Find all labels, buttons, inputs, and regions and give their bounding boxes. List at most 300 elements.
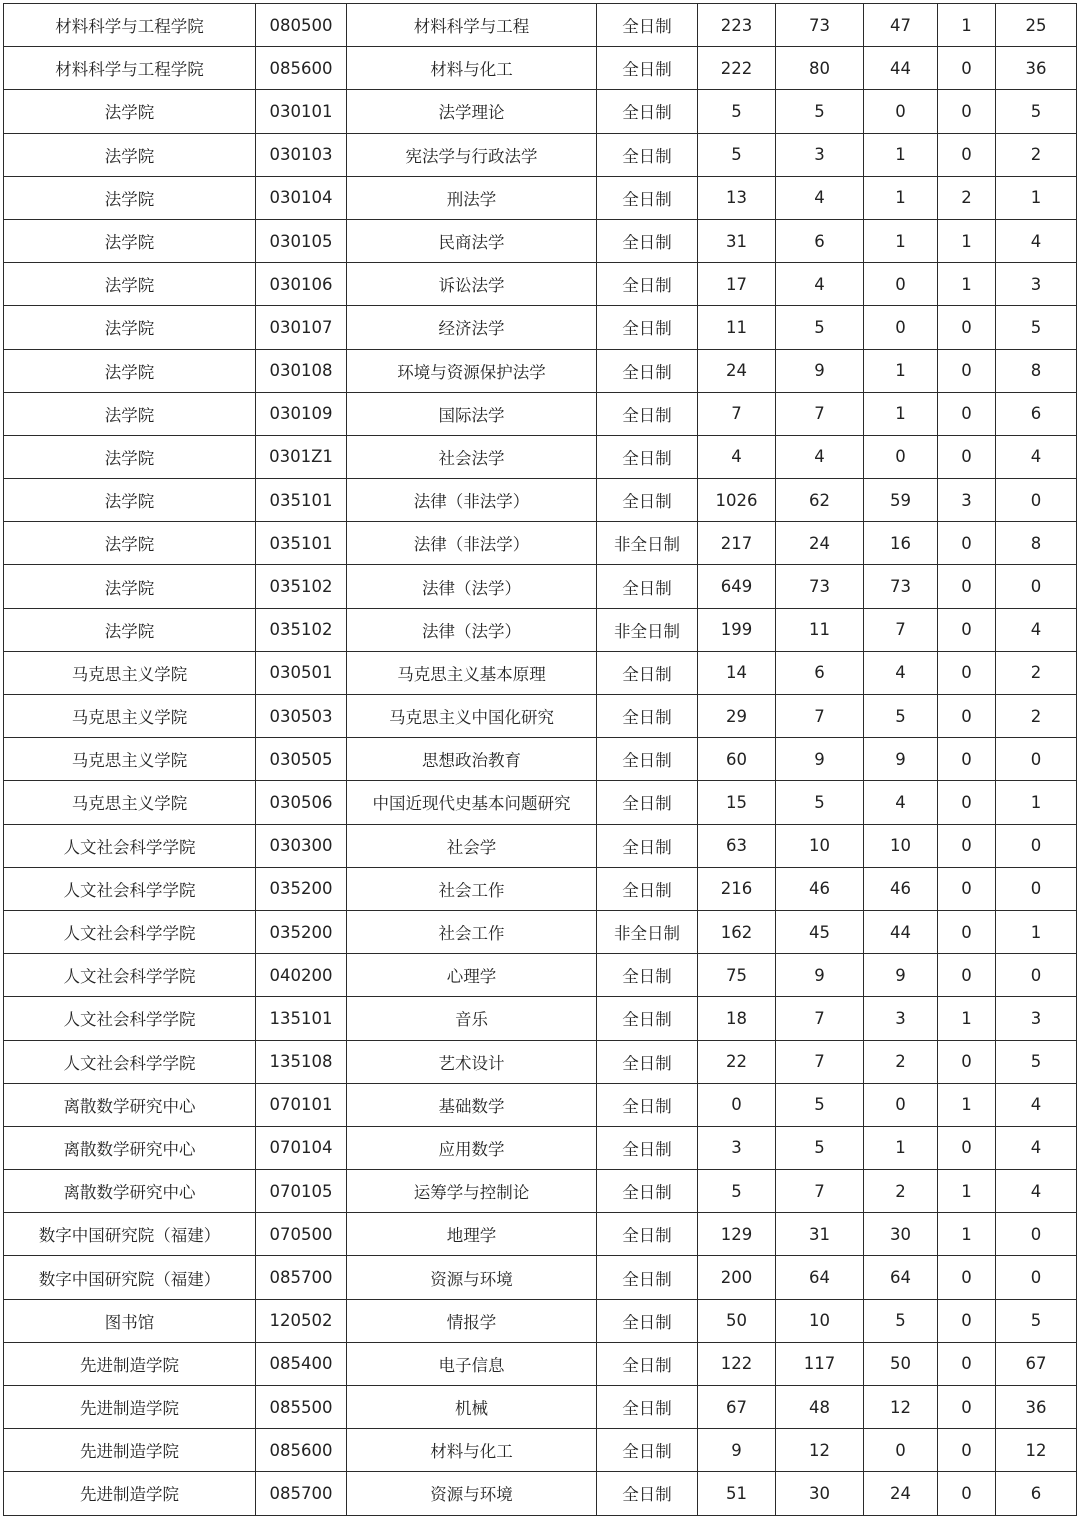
cell-remaining: 2 xyxy=(996,695,1077,738)
cell-applicants: 51 xyxy=(698,1472,776,1515)
cell-college: 数字中国研究院（福建） xyxy=(4,1213,256,1256)
cell-admitted-extra: 0 xyxy=(938,738,996,781)
cell-major-name: 材料与化工 xyxy=(347,47,597,90)
cell-remaining: 3 xyxy=(996,263,1077,306)
cell-major-name: 民商法学 xyxy=(347,219,597,262)
cell-college: 法学院 xyxy=(4,608,256,651)
cell-applicants: 122 xyxy=(698,1342,776,1385)
cell-major-code: 030501 xyxy=(256,651,347,694)
cell-admitted-extra: 0 xyxy=(938,1040,996,1083)
table-row xyxy=(4,306,1077,349)
cell-remaining: 8 xyxy=(996,349,1077,392)
cell-quota: 6 xyxy=(776,651,864,694)
cell-admitted-extra: 1 xyxy=(938,1083,996,1126)
cell-applicants: 162 xyxy=(698,910,776,953)
cell-remaining: 25 xyxy=(996,4,1077,47)
table-row xyxy=(4,910,1077,953)
cell-admitted-extra: 0 xyxy=(938,781,996,824)
cell-remaining: 5 xyxy=(996,306,1077,349)
cell-admitted-extra: 0 xyxy=(938,349,996,392)
cell-major-name: 法律（法学） xyxy=(347,565,597,608)
cell-major-name: 法律（非法学） xyxy=(347,522,597,565)
cell-remaining: 4 xyxy=(996,1170,1077,1213)
cell-major-name: 诉讼法学 xyxy=(347,263,597,306)
cell-admitted-first: 1 xyxy=(864,219,938,262)
cell-college: 法学院 xyxy=(4,349,256,392)
cell-college: 离散数学研究中心 xyxy=(4,1126,256,1169)
cell-college: 人文社会科学学院 xyxy=(4,867,256,910)
cell-major-name: 中国近现代史基本问题研究 xyxy=(347,781,597,824)
table-row xyxy=(4,1040,1077,1083)
cell-college: 马克思主义学院 xyxy=(4,738,256,781)
table-row xyxy=(4,1342,1077,1385)
cell-applicants: 200 xyxy=(698,1256,776,1299)
cell-admitted-extra: 0 xyxy=(938,565,996,608)
table-row xyxy=(4,608,1077,651)
cell-study-mode: 全日制 xyxy=(597,47,698,90)
cell-major-code: 030506 xyxy=(256,781,347,824)
cell-major-code: 070500 xyxy=(256,1213,347,1256)
cell-major-code: 030104 xyxy=(256,176,347,219)
cell-applicants: 50 xyxy=(698,1299,776,1342)
cell-admitted-first: 10 xyxy=(864,824,938,867)
cell-remaining: 6 xyxy=(996,392,1077,435)
cell-remaining: 6 xyxy=(996,1472,1077,1515)
cell-admitted-first: 4 xyxy=(864,651,938,694)
cell-quota: 9 xyxy=(776,954,864,997)
cell-major-code: 040200 xyxy=(256,954,347,997)
cell-admitted-extra: 0 xyxy=(938,1429,996,1472)
cell-college: 马克思主义学院 xyxy=(4,695,256,738)
cell-college: 人文社会科学学院 xyxy=(4,954,256,997)
cell-applicants: 223 xyxy=(698,4,776,47)
cell-admitted-first: 30 xyxy=(864,1213,938,1256)
cell-applicants: 60 xyxy=(698,738,776,781)
cell-major-name: 宪法学与行政法学 xyxy=(347,133,597,176)
cell-admitted-first: 59 xyxy=(864,479,938,522)
table-row xyxy=(4,522,1077,565)
cell-applicants: 22 xyxy=(698,1040,776,1083)
table-row xyxy=(4,738,1077,781)
cell-admitted-extra: 0 xyxy=(938,608,996,651)
cell-admitted-first: 0 xyxy=(864,435,938,478)
cell-remaining: 36 xyxy=(996,47,1077,90)
table-row xyxy=(4,133,1077,176)
cell-major-name: 社会法学 xyxy=(347,435,597,478)
cell-applicants: 5 xyxy=(698,133,776,176)
cell-applicants: 3 xyxy=(698,1126,776,1169)
cell-quota: 46 xyxy=(776,867,864,910)
cell-study-mode: 全日制 xyxy=(597,1256,698,1299)
cell-study-mode: 全日制 xyxy=(597,1299,698,1342)
cell-applicants: 67 xyxy=(698,1386,776,1429)
cell-admitted-first: 2 xyxy=(864,1170,938,1213)
table-row xyxy=(4,781,1077,824)
cell-admitted-first: 1 xyxy=(864,133,938,176)
cell-major-code: 035200 xyxy=(256,867,347,910)
cell-admitted-first: 44 xyxy=(864,910,938,953)
cell-major-code: 035102 xyxy=(256,565,347,608)
cell-study-mode: 非全日制 xyxy=(597,608,698,651)
cell-quota: 5 xyxy=(776,90,864,133)
table-row xyxy=(4,824,1077,867)
cell-major-name: 法律（非法学） xyxy=(347,479,597,522)
cell-college: 法学院 xyxy=(4,479,256,522)
cell-applicants: 24 xyxy=(698,349,776,392)
cell-study-mode: 非全日制 xyxy=(597,522,698,565)
cell-major-code: 070104 xyxy=(256,1126,347,1169)
table-row xyxy=(4,867,1077,910)
table-row xyxy=(4,651,1077,694)
cell-college: 人文社会科学学院 xyxy=(4,997,256,1040)
cell-major-name: 运筹学与控制论 xyxy=(347,1170,597,1213)
table-row xyxy=(4,1299,1077,1342)
cell-remaining: 0 xyxy=(996,1256,1077,1299)
cell-quota: 7 xyxy=(776,997,864,1040)
cell-major-name: 材料与化工 xyxy=(347,1429,597,1472)
cell-college: 法学院 xyxy=(4,306,256,349)
cell-study-mode: 全日制 xyxy=(597,1342,698,1385)
cell-study-mode: 全日制 xyxy=(597,1213,698,1256)
cell-study-mode: 全日制 xyxy=(597,1170,698,1213)
cell-remaining: 5 xyxy=(996,90,1077,133)
cell-quota: 45 xyxy=(776,910,864,953)
cell-applicants: 18 xyxy=(698,997,776,1040)
cell-admitted-first: 50 xyxy=(864,1342,938,1385)
cell-major-name: 马克思主义中国化研究 xyxy=(347,695,597,738)
cell-applicants: 0 xyxy=(698,1083,776,1126)
cell-study-mode: 全日制 xyxy=(597,1040,698,1083)
cell-study-mode: 全日制 xyxy=(597,781,698,824)
table-row xyxy=(4,392,1077,435)
cell-applicants: 9 xyxy=(698,1429,776,1472)
cell-admitted-first: 0 xyxy=(864,1429,938,1472)
cell-quota: 5 xyxy=(776,781,864,824)
cell-study-mode: 全日制 xyxy=(597,90,698,133)
cell-college: 人文社会科学学院 xyxy=(4,1040,256,1083)
cell-college: 人文社会科学学院 xyxy=(4,824,256,867)
cell-admitted-extra: 0 xyxy=(938,1472,996,1515)
cell-major-name: 法学理论 xyxy=(347,90,597,133)
cell-remaining: 0 xyxy=(996,867,1077,910)
cell-applicants: 11 xyxy=(698,306,776,349)
cell-college: 法学院 xyxy=(4,435,256,478)
cell-major-code: 035200 xyxy=(256,910,347,953)
cell-quota: 24 xyxy=(776,522,864,565)
cell-quota: 30 xyxy=(776,1472,864,1515)
cell-college: 法学院 xyxy=(4,565,256,608)
cell-admitted-extra: 0 xyxy=(938,954,996,997)
cell-quota: 31 xyxy=(776,1213,864,1256)
cell-applicants: 5 xyxy=(698,1170,776,1213)
cell-major-name: 应用数学 xyxy=(347,1126,597,1169)
cell-major-code: 030106 xyxy=(256,263,347,306)
cell-study-mode: 全日制 xyxy=(597,954,698,997)
cell-admitted-extra: 0 xyxy=(938,1386,996,1429)
cell-college: 法学院 xyxy=(4,90,256,133)
cell-quota: 7 xyxy=(776,695,864,738)
cell-applicants: 216 xyxy=(698,867,776,910)
cell-major-code: 030503 xyxy=(256,695,347,738)
cell-admitted-extra: 0 xyxy=(938,306,996,349)
table-row xyxy=(4,176,1077,219)
cell-admitted-extra: 0 xyxy=(938,1256,996,1299)
cell-applicants: 29 xyxy=(698,695,776,738)
cell-major-code: 135101 xyxy=(256,997,347,1040)
table-row xyxy=(4,954,1077,997)
cell-college: 材料科学与工程学院 xyxy=(4,4,256,47)
table-body xyxy=(4,4,1077,1516)
cell-major-code: 030300 xyxy=(256,824,347,867)
table-row xyxy=(4,219,1077,262)
cell-major-code: 030105 xyxy=(256,219,347,262)
cell-study-mode: 全日制 xyxy=(597,1429,698,1472)
cell-admitted-first: 0 xyxy=(864,306,938,349)
cell-major-name: 机械 xyxy=(347,1386,597,1429)
cell-remaining: 1 xyxy=(996,781,1077,824)
table-row xyxy=(4,90,1077,133)
cell-admitted-first: 9 xyxy=(864,954,938,997)
cell-study-mode: 全日制 xyxy=(597,1083,698,1126)
cell-admitted-first: 1 xyxy=(864,349,938,392)
table-row xyxy=(4,1386,1077,1429)
cell-quota: 117 xyxy=(776,1342,864,1385)
cell-admitted-extra: 1 xyxy=(938,1170,996,1213)
cell-remaining: 0 xyxy=(996,565,1077,608)
cell-quota: 80 xyxy=(776,47,864,90)
table-row xyxy=(4,1472,1077,1515)
cell-quota: 9 xyxy=(776,349,864,392)
cell-applicants: 217 xyxy=(698,522,776,565)
cell-remaining: 4 xyxy=(996,608,1077,651)
cell-study-mode: 全日制 xyxy=(597,133,698,176)
cell-major-code: 030107 xyxy=(256,306,347,349)
cell-study-mode: 全日制 xyxy=(597,435,698,478)
cell-college: 离散数学研究中心 xyxy=(4,1170,256,1213)
cell-major-name: 情报学 xyxy=(347,1299,597,1342)
cell-college: 法学院 xyxy=(4,176,256,219)
cell-major-name: 资源与环境 xyxy=(347,1472,597,1515)
cell-quota: 5 xyxy=(776,306,864,349)
table-row xyxy=(4,1083,1077,1126)
cell-major-name: 材料科学与工程 xyxy=(347,4,597,47)
table-row xyxy=(4,4,1077,47)
cell-quota: 6 xyxy=(776,219,864,262)
cell-applicants: 129 xyxy=(698,1213,776,1256)
cell-major-code: 030103 xyxy=(256,133,347,176)
cell-admitted-extra: 0 xyxy=(938,867,996,910)
cell-major-code: 035101 xyxy=(256,479,347,522)
cell-major-name: 社会学 xyxy=(347,824,597,867)
cell-remaining: 12 xyxy=(996,1429,1077,1472)
cell-admitted-extra: 0 xyxy=(938,824,996,867)
cell-admitted-extra: 0 xyxy=(938,90,996,133)
cell-major-name: 社会工作 xyxy=(347,867,597,910)
cell-major-code: 085400 xyxy=(256,1342,347,1385)
cell-study-mode: 全日制 xyxy=(597,263,698,306)
cell-study-mode: 全日制 xyxy=(597,651,698,694)
cell-remaining: 3 xyxy=(996,997,1077,1040)
cell-admitted-extra: 1 xyxy=(938,1213,996,1256)
cell-college: 马克思主义学院 xyxy=(4,651,256,694)
cell-study-mode: 全日制 xyxy=(597,1386,698,1429)
cell-applicants: 17 xyxy=(698,263,776,306)
cell-applicants: 14 xyxy=(698,651,776,694)
cell-major-code: 085700 xyxy=(256,1256,347,1299)
cell-quota: 9 xyxy=(776,738,864,781)
cell-major-code: 085500 xyxy=(256,1386,347,1429)
cell-admitted-extra: 0 xyxy=(938,910,996,953)
cell-college: 法学院 xyxy=(4,263,256,306)
cell-college: 法学院 xyxy=(4,133,256,176)
cell-admitted-extra: 1 xyxy=(938,219,996,262)
cell-quota: 73 xyxy=(776,565,864,608)
cell-major-code: 030101 xyxy=(256,90,347,133)
cell-admitted-first: 1 xyxy=(864,392,938,435)
cell-admitted-extra: 0 xyxy=(938,1299,996,1342)
cell-college: 先进制造学院 xyxy=(4,1386,256,1429)
cell-study-mode: 全日制 xyxy=(597,867,698,910)
cell-remaining: 67 xyxy=(996,1342,1077,1385)
cell-applicants: 199 xyxy=(698,608,776,651)
cell-admitted-first: 0 xyxy=(864,90,938,133)
cell-admitted-first: 47 xyxy=(864,4,938,47)
cell-major-code: 030108 xyxy=(256,349,347,392)
cell-admitted-first: 1 xyxy=(864,176,938,219)
cell-admitted-first: 44 xyxy=(864,47,938,90)
cell-remaining: 0 xyxy=(996,954,1077,997)
cell-admitted-first: 1 xyxy=(864,1126,938,1169)
cell-college: 人文社会科学学院 xyxy=(4,910,256,953)
cell-admitted-extra: 0 xyxy=(938,392,996,435)
cell-study-mode: 全日制 xyxy=(597,1472,698,1515)
cell-admitted-extra: 0 xyxy=(938,522,996,565)
cell-admitted-extra: 0 xyxy=(938,435,996,478)
cell-applicants: 13 xyxy=(698,176,776,219)
cell-admitted-extra: 3 xyxy=(938,479,996,522)
cell-major-code: 085600 xyxy=(256,47,347,90)
cell-remaining: 4 xyxy=(996,1126,1077,1169)
cell-college: 法学院 xyxy=(4,392,256,435)
cell-major-name: 社会工作 xyxy=(347,910,597,953)
cell-study-mode: 全日制 xyxy=(597,176,698,219)
cell-quota: 11 xyxy=(776,608,864,651)
cell-quota: 73 xyxy=(776,4,864,47)
cell-remaining: 8 xyxy=(996,522,1077,565)
cell-remaining: 1 xyxy=(996,910,1077,953)
cell-major-code: 035102 xyxy=(256,608,347,651)
cell-remaining: 0 xyxy=(996,738,1077,781)
cell-major-code: 135108 xyxy=(256,1040,347,1083)
cell-college: 先进制造学院 xyxy=(4,1472,256,1515)
cell-major-name: 刑法学 xyxy=(347,176,597,219)
cell-major-name: 资源与环境 xyxy=(347,1256,597,1299)
admissions-table xyxy=(3,3,1077,1516)
table-row xyxy=(4,1213,1077,1256)
cell-admitted-first: 24 xyxy=(864,1472,938,1515)
cell-remaining: 36 xyxy=(996,1386,1077,1429)
cell-major-name: 电子信息 xyxy=(347,1342,597,1385)
cell-study-mode: 全日制 xyxy=(597,695,698,738)
cell-college: 先进制造学院 xyxy=(4,1342,256,1385)
cell-major-name: 法律（法学） xyxy=(347,608,597,651)
cell-admitted-extra: 1 xyxy=(938,997,996,1040)
cell-major-code: 0301Z1 xyxy=(256,435,347,478)
table-row xyxy=(4,349,1077,392)
cell-admitted-extra: 1 xyxy=(938,4,996,47)
cell-admitted-extra: 0 xyxy=(938,1342,996,1385)
cell-applicants: 31 xyxy=(698,219,776,262)
cell-admitted-first: 7 xyxy=(864,608,938,651)
cell-admitted-extra: 0 xyxy=(938,651,996,694)
cell-study-mode: 全日制 xyxy=(597,349,698,392)
cell-admitted-first: 4 xyxy=(864,781,938,824)
cell-admitted-extra: 0 xyxy=(938,695,996,738)
cell-major-code: 080500 xyxy=(256,4,347,47)
cell-applicants: 15 xyxy=(698,781,776,824)
cell-quota: 12 xyxy=(776,1429,864,1472)
cell-major-code: 035101 xyxy=(256,522,347,565)
cell-college: 法学院 xyxy=(4,522,256,565)
cell-applicants: 222 xyxy=(698,47,776,90)
cell-admitted-first: 5 xyxy=(864,695,938,738)
cell-major-name: 心理学 xyxy=(347,954,597,997)
cell-study-mode: 全日制 xyxy=(597,824,698,867)
cell-major-name: 思想政治教育 xyxy=(347,738,597,781)
cell-quota: 64 xyxy=(776,1256,864,1299)
cell-quota: 4 xyxy=(776,435,864,478)
cell-remaining: 4 xyxy=(996,1083,1077,1126)
cell-applicants: 649 xyxy=(698,565,776,608)
cell-quota: 62 xyxy=(776,479,864,522)
cell-remaining: 0 xyxy=(996,1213,1077,1256)
cell-college: 马克思主义学院 xyxy=(4,781,256,824)
cell-admitted-first: 3 xyxy=(864,997,938,1040)
cell-college: 离散数学研究中心 xyxy=(4,1083,256,1126)
cell-remaining: 0 xyxy=(996,824,1077,867)
cell-quota: 4 xyxy=(776,176,864,219)
cell-major-name: 艺术设计 xyxy=(347,1040,597,1083)
cell-remaining: 2 xyxy=(996,133,1077,176)
cell-major-code: 085700 xyxy=(256,1472,347,1515)
cell-study-mode: 全日制 xyxy=(597,738,698,781)
cell-admitted-first: 5 xyxy=(864,1299,938,1342)
cell-study-mode: 全日制 xyxy=(597,997,698,1040)
cell-quota: 4 xyxy=(776,263,864,306)
cell-major-name: 基础数学 xyxy=(347,1083,597,1126)
cell-applicants: 63 xyxy=(698,824,776,867)
cell-major-code: 070105 xyxy=(256,1170,347,1213)
cell-quota: 7 xyxy=(776,392,864,435)
cell-admitted-first: 12 xyxy=(864,1386,938,1429)
cell-major-code: 030109 xyxy=(256,392,347,435)
table-row xyxy=(4,565,1077,608)
cell-remaining: 1 xyxy=(996,176,1077,219)
cell-study-mode: 全日制 xyxy=(597,479,698,522)
cell-college: 材料科学与工程学院 xyxy=(4,47,256,90)
cell-study-mode: 全日制 xyxy=(597,4,698,47)
table-row xyxy=(4,695,1077,738)
cell-major-name: 环境与资源保护法学 xyxy=(347,349,597,392)
cell-remaining: 2 xyxy=(996,651,1077,694)
cell-major-name: 音乐 xyxy=(347,997,597,1040)
table-row xyxy=(4,479,1077,522)
cell-major-code: 030505 xyxy=(256,738,347,781)
cell-college: 先进制造学院 xyxy=(4,1429,256,1472)
cell-major-code: 070101 xyxy=(256,1083,347,1126)
table-row xyxy=(4,997,1077,1040)
cell-major-code: 120502 xyxy=(256,1299,347,1342)
